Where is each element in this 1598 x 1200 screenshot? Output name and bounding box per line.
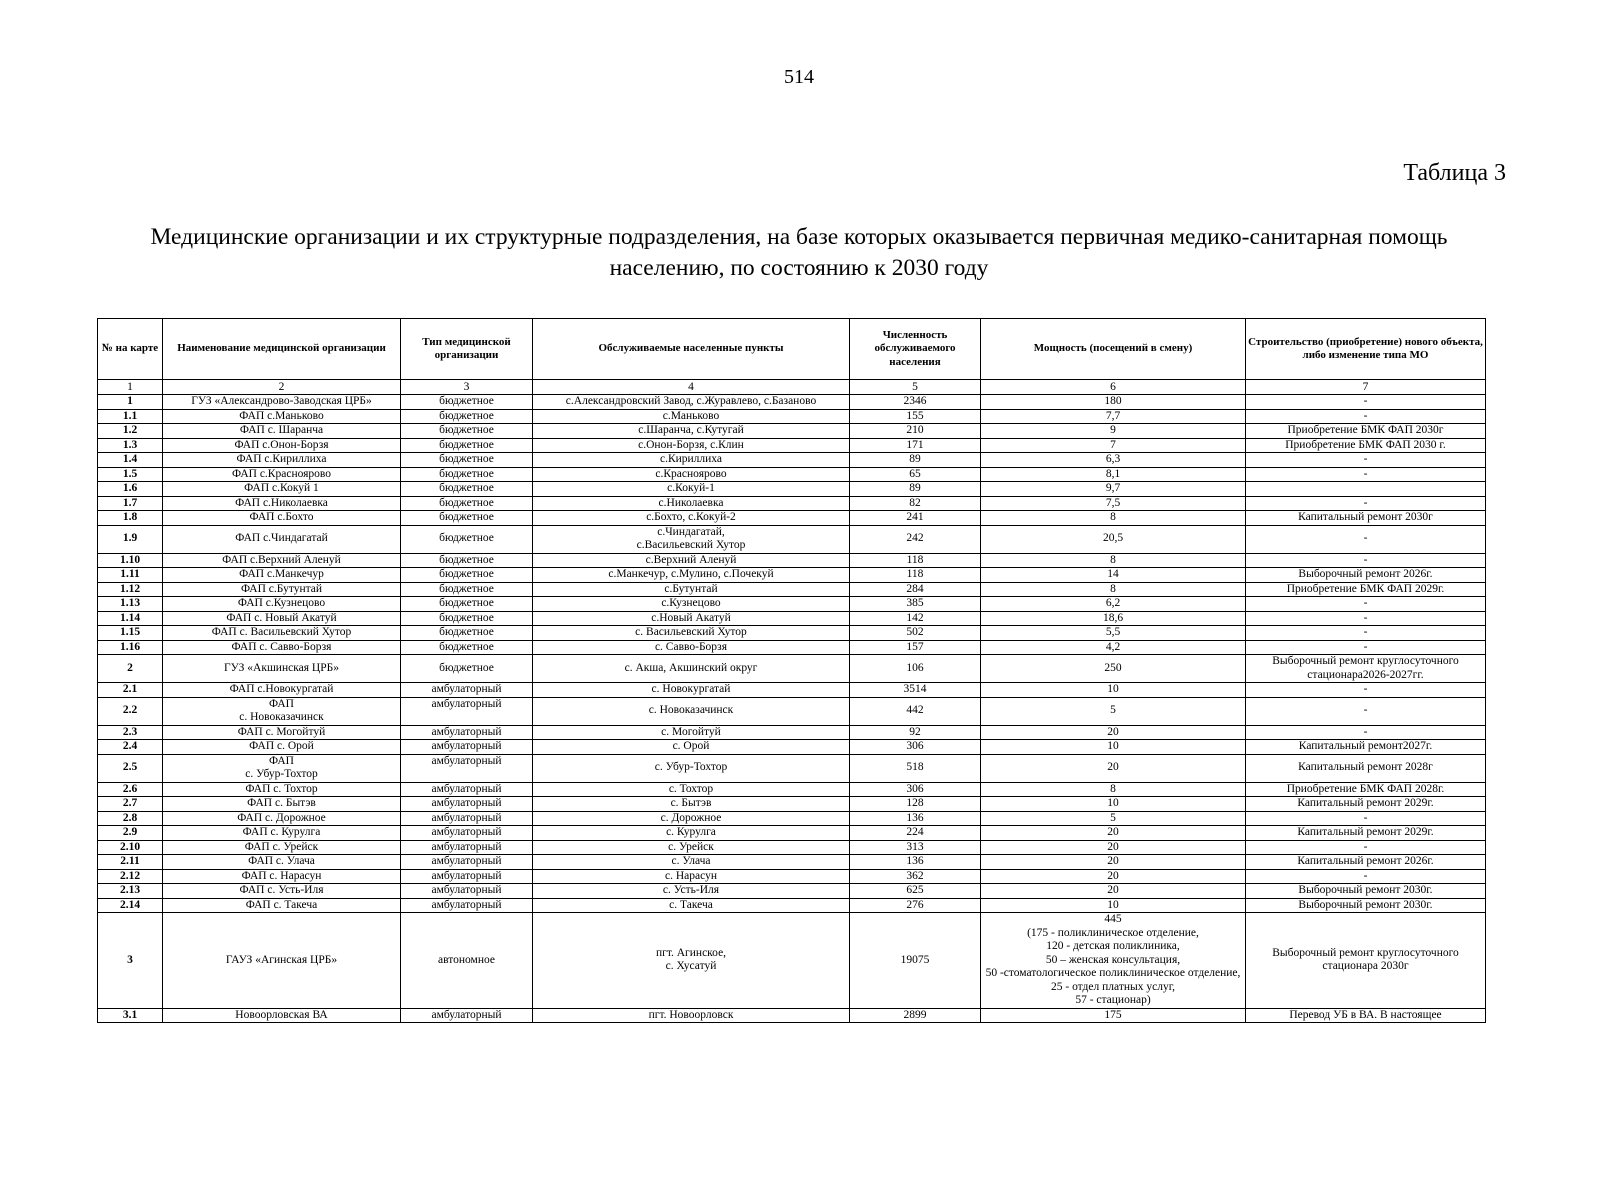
construction-cell: - xyxy=(1246,467,1486,482)
settlements-cell: с.Верхний Аленуй xyxy=(533,553,850,568)
capacity-cell: 20,5 xyxy=(981,525,1246,553)
organization-type-cell: амбулаторный xyxy=(401,740,533,755)
table-row xyxy=(98,740,1486,755)
organization-name-cell: ФАП с. Орой xyxy=(163,740,401,755)
population-cell: 128 xyxy=(850,797,981,812)
organization-name-cell: ФАП с.Николаевка xyxy=(163,496,401,511)
settlements-cell: с. Дорожное xyxy=(533,811,850,826)
construction-cell: - xyxy=(1246,811,1486,826)
organization-type-cell: бюджетное xyxy=(401,568,533,583)
table-row xyxy=(98,725,1486,740)
organization-type-cell: амбулаторный xyxy=(401,725,533,740)
settlements-cell: с. Акша, Акшинский округ xyxy=(533,655,850,683)
table-row xyxy=(98,811,1486,826)
construction-cell: - xyxy=(1246,597,1486,612)
organization-name-cell: ФАП с.Манкечур xyxy=(163,568,401,583)
construction-cell: Капитальный ремонт 2028г xyxy=(1246,754,1486,782)
organization-type-cell: амбулаторный xyxy=(401,884,533,899)
construction-cell: - xyxy=(1246,626,1486,641)
settlements-cell: с.Чиндагатай, с.Васильевский Хутор xyxy=(533,525,850,553)
map-number-cell: 1.4 xyxy=(98,453,163,468)
capacity-cell: 445 (175 - поликлиническое отделение, 120 - детская поликлиника, 50 – женская консультация, 50 -стоматологическое поликлиническое отделение, 25 - отдел платных услуг, 57 - стационар) xyxy=(981,913,1246,1009)
organization-name-cell: ФАП с. Тохтор xyxy=(163,782,401,797)
settlements-cell: с. Нарасун xyxy=(533,869,850,884)
population-cell: 65 xyxy=(850,467,981,482)
capacity-cell: 10 xyxy=(981,740,1246,755)
column-header: Обслуживаемые населенные пункты xyxy=(533,319,850,380)
capacity-cell: 10 xyxy=(981,898,1246,913)
table-row xyxy=(98,482,1486,497)
organization-type-cell: бюджетное xyxy=(401,395,533,410)
population-cell: 157 xyxy=(850,640,981,655)
population-cell: 241 xyxy=(850,511,981,526)
settlements-cell: с.Шаранча, с.Кутугай xyxy=(533,424,850,439)
settlements-cell: с. Такеча xyxy=(533,898,850,913)
column-number: 2 xyxy=(163,380,401,395)
population-cell: 313 xyxy=(850,840,981,855)
organization-type-cell: амбулаторный xyxy=(401,869,533,884)
table-row xyxy=(98,898,1486,913)
population-cell: 362 xyxy=(850,869,981,884)
table-body xyxy=(98,395,1486,1023)
table-row xyxy=(98,782,1486,797)
settlements-cell: с.Николаевка xyxy=(533,496,850,511)
capacity-cell: 10 xyxy=(981,797,1246,812)
map-number-cell: 1.13 xyxy=(98,597,163,612)
population-cell: 136 xyxy=(850,855,981,870)
column-number: 4 xyxy=(533,380,850,395)
map-number-cell: 1.7 xyxy=(98,496,163,511)
settlements-cell: с.Маньково xyxy=(533,409,850,424)
organization-type-cell: амбулаторный xyxy=(401,855,533,870)
population-cell: 284 xyxy=(850,582,981,597)
organization-name-cell: ФАП с. Савво-Борзя xyxy=(163,640,401,655)
settlements-cell: с. Могойтуй xyxy=(533,725,850,740)
population-cell: 19075 xyxy=(850,913,981,1009)
table-row xyxy=(98,568,1486,583)
organization-type-cell: амбулаторный xyxy=(401,797,533,812)
settlements-cell: с. Улача xyxy=(533,855,850,870)
organization-type-cell: амбулаторный xyxy=(401,782,533,797)
capacity-cell: 20 xyxy=(981,826,1246,841)
map-number-cell: 1.11 xyxy=(98,568,163,583)
capacity-cell: 18,6 xyxy=(981,611,1246,626)
column-header: № на карте xyxy=(98,319,163,380)
table-row xyxy=(98,525,1486,553)
map-number-cell: 1.1 xyxy=(98,409,163,424)
organization-name-cell: ФАП с. Нарасун xyxy=(163,869,401,884)
population-cell: 210 xyxy=(850,424,981,439)
population-cell: 155 xyxy=(850,409,981,424)
capacity-cell: 8 xyxy=(981,511,1246,526)
construction-cell: Выборочный ремонт 2030г. xyxy=(1246,884,1486,899)
table-row xyxy=(98,453,1486,468)
construction-cell: Выборочный ремонт 2026г. xyxy=(1246,568,1486,583)
organization-name-cell: ФАП с.Новокургатай xyxy=(163,683,401,698)
organization-name-cell: ФАП с. Васильевский Хутор xyxy=(163,626,401,641)
organization-type-cell: амбулаторный xyxy=(401,898,533,913)
settlements-cell: с.Александровский Завод, с.Журавлево, с.Базаново xyxy=(533,395,850,410)
table-row xyxy=(98,626,1486,641)
construction-cell: - xyxy=(1246,840,1486,855)
table-row xyxy=(98,855,1486,870)
capacity-cell: 20 xyxy=(981,725,1246,740)
population-cell: 2346 xyxy=(850,395,981,410)
organization-type-cell: амбулаторный xyxy=(401,697,533,725)
map-number-cell: 2.12 xyxy=(98,869,163,884)
construction-cell: Приобретение БМК ФАП 2028г. xyxy=(1246,782,1486,797)
map-number-cell: 2.6 xyxy=(98,782,163,797)
capacity-cell: 250 xyxy=(981,655,1246,683)
construction-cell: Капитальный ремонт 2026г. xyxy=(1246,855,1486,870)
organization-type-cell: амбулаторный xyxy=(401,840,533,855)
table-row xyxy=(98,597,1486,612)
column-number: 3 xyxy=(401,380,533,395)
settlements-cell: пгт. Агинское, с. Хусатуй xyxy=(533,913,850,1009)
capacity-cell: 20 xyxy=(981,869,1246,884)
construction-cell: Капитальный ремонт 2029г. xyxy=(1246,797,1486,812)
settlements-cell: с.Кириллиха xyxy=(533,453,850,468)
population-cell: 385 xyxy=(850,597,981,612)
data-table xyxy=(97,318,1486,1023)
column-number: 5 xyxy=(850,380,981,395)
table-row xyxy=(98,697,1486,725)
capacity-cell: 175 xyxy=(981,1008,1246,1023)
map-number-cell: 2.8 xyxy=(98,811,163,826)
construction-cell: Перевод УБ в ВА. В настоящее xyxy=(1246,1008,1486,1023)
column-header: Мощность (посещений в смену) xyxy=(981,319,1246,380)
map-number-cell: 3 xyxy=(98,913,163,1009)
table-row xyxy=(98,869,1486,884)
organization-type-cell: бюджетное xyxy=(401,511,533,526)
capacity-cell: 8,1 xyxy=(981,467,1246,482)
map-number-cell: 2.13 xyxy=(98,884,163,899)
capacity-cell: 4,2 xyxy=(981,640,1246,655)
table-row xyxy=(98,395,1486,410)
construction-cell: - xyxy=(1246,525,1486,553)
organization-name-cell: ФАП с. Шаранча xyxy=(163,424,401,439)
map-number-cell: 1.6 xyxy=(98,482,163,497)
population-cell: 92 xyxy=(850,725,981,740)
construction-cell: Приобретение БМК ФАП 2030 г. xyxy=(1246,438,1486,453)
population-cell: 118 xyxy=(850,553,981,568)
map-number-cell: 1.12 xyxy=(98,582,163,597)
organization-name-cell: ФАП с.Верхний Аленуй xyxy=(163,553,401,568)
document-title: Медицинские организации и их структурные подразделения, на базе которых оказывается первичная медико-санитарная помощь населению, по состоянию к 2030 году xyxy=(150,224,1448,281)
organization-type-cell: бюджетное xyxy=(401,655,533,683)
organization-name-cell: ФАП с. Бытэв xyxy=(163,797,401,812)
map-number-cell: 1.16 xyxy=(98,640,163,655)
settlements-cell: с. Новоказачинск xyxy=(533,697,850,725)
population-cell: 106 xyxy=(850,655,981,683)
column-number: 1 xyxy=(98,380,163,395)
construction-cell: - xyxy=(1246,640,1486,655)
table-row xyxy=(98,424,1486,439)
construction-cell: Капитальный ремонт 2029г. xyxy=(1246,826,1486,841)
settlements-cell: с. Усть-Иля xyxy=(533,884,850,899)
settlements-cell: с. Курулга xyxy=(533,826,850,841)
organization-name-cell: ФАП с.Кузнецово xyxy=(163,597,401,612)
header-row xyxy=(98,319,1486,380)
organization-name-cell: ФАП с.Кириллиха xyxy=(163,453,401,468)
capacity-cell: 20 xyxy=(981,855,1246,870)
column-header: Наименование медицинской организации xyxy=(163,319,401,380)
map-number-cell: 2.2 xyxy=(98,697,163,725)
organization-type-cell: бюджетное xyxy=(401,467,533,482)
organization-name-cell: ФАП с. Усть-Иля xyxy=(163,884,401,899)
organization-name-cell: ФАП с. Убур-Тохтор xyxy=(163,754,401,782)
table-row xyxy=(98,655,1486,683)
map-number-cell: 2.4 xyxy=(98,740,163,755)
map-number-cell: 1.9 xyxy=(98,525,163,553)
capacity-cell: 5 xyxy=(981,811,1246,826)
organization-type-cell: бюджетное xyxy=(401,409,533,424)
population-cell: 136 xyxy=(850,811,981,826)
capacity-cell: 8 xyxy=(981,782,1246,797)
organization-name-cell: ФАП с. Новый Акатуй xyxy=(163,611,401,626)
capacity-cell: 6,2 xyxy=(981,597,1246,612)
construction-cell: - xyxy=(1246,725,1486,740)
population-cell: 242 xyxy=(850,525,981,553)
settlements-cell: с.Бутунтай xyxy=(533,582,850,597)
organization-type-cell: бюджетное xyxy=(401,626,533,641)
table-row xyxy=(98,884,1486,899)
table-row xyxy=(98,683,1486,698)
column-header: Строительство (приобретение) нового объекта, либо изменение типа МО xyxy=(1246,319,1486,380)
table-row xyxy=(98,840,1486,855)
table-row xyxy=(98,409,1486,424)
organization-name-cell: ФАП с. Курулга xyxy=(163,826,401,841)
settlements-cell: с.Красноярово xyxy=(533,467,850,482)
map-number-cell: 1.3 xyxy=(98,438,163,453)
organization-name-cell: ФАП с.Бохто xyxy=(163,511,401,526)
construction-cell: - xyxy=(1246,683,1486,698)
map-number-cell: 1.8 xyxy=(98,511,163,526)
capacity-cell: 8 xyxy=(981,582,1246,597)
capacity-cell: 20 xyxy=(981,840,1246,855)
map-number-cell: 2.9 xyxy=(98,826,163,841)
map-number-cell: 1.10 xyxy=(98,553,163,568)
organization-type-cell: амбулаторный xyxy=(401,826,533,841)
construction-cell: Приобретение БМК ФАП 2029г. xyxy=(1246,582,1486,597)
capacity-cell: 5 xyxy=(981,697,1246,725)
organization-type-cell: амбулаторный xyxy=(401,811,533,826)
map-number-cell: 1 xyxy=(98,395,163,410)
map-number-cell: 2.7 xyxy=(98,797,163,812)
map-number-cell: 2.5 xyxy=(98,754,163,782)
construction-cell: - xyxy=(1246,869,1486,884)
capacity-cell: 9,7 xyxy=(981,482,1246,497)
construction-cell: Выборочный ремонт круглосуточного стационара2026-2027гг. xyxy=(1246,655,1486,683)
map-number-cell: 3.1 xyxy=(98,1008,163,1023)
capacity-cell: 14 xyxy=(981,568,1246,583)
organization-name-cell: ФАП с. Дорожное xyxy=(163,811,401,826)
population-cell: 502 xyxy=(850,626,981,641)
organization-name-cell: Новоорловская ВА xyxy=(163,1008,401,1023)
organization-type-cell: бюджетное xyxy=(401,597,533,612)
table-row xyxy=(98,438,1486,453)
settlements-cell: с. Бытэв xyxy=(533,797,850,812)
construction-cell: - xyxy=(1246,395,1486,410)
settlements-cell: с. Орой xyxy=(533,740,850,755)
capacity-cell: 180 xyxy=(981,395,1246,410)
capacity-cell: 9 xyxy=(981,424,1246,439)
settlements-cell: пгт. Новоорловск xyxy=(533,1008,850,1023)
construction-cell: - xyxy=(1246,553,1486,568)
column-number: 7 xyxy=(1246,380,1486,395)
settlements-cell: с.Кокуй-1 xyxy=(533,482,850,497)
column-header: Тип медицинской организации xyxy=(401,319,533,380)
population-cell: 142 xyxy=(850,611,981,626)
population-cell: 306 xyxy=(850,782,981,797)
construction-cell: Капитальный ремонт2027г. xyxy=(1246,740,1486,755)
settlements-cell: с. Васильевский Хутор xyxy=(533,626,850,641)
map-number-cell: 1.15 xyxy=(98,626,163,641)
table-row xyxy=(98,511,1486,526)
organization-type-cell: амбулаторный xyxy=(401,754,533,782)
organization-type-cell: амбулаторный xyxy=(401,683,533,698)
table-row xyxy=(98,1008,1486,1023)
organization-type-cell: бюджетное xyxy=(401,611,533,626)
map-number-cell: 1.2 xyxy=(98,424,163,439)
organization-type-cell: амбулаторный xyxy=(401,1008,533,1023)
map-number-cell: 2 xyxy=(98,655,163,683)
population-cell: 171 xyxy=(850,438,981,453)
settlements-cell: с. Убур-Тохтор xyxy=(533,754,850,782)
capacity-cell: 6,3 xyxy=(981,453,1246,468)
settlements-cell: с.Кузнецово xyxy=(533,597,850,612)
organization-name-cell: ФАП с. Новоказачинск xyxy=(163,697,401,725)
organization-name-cell: ФАП с. Урейск xyxy=(163,840,401,855)
population-cell: 276 xyxy=(850,898,981,913)
map-number-cell: 2.14 xyxy=(98,898,163,913)
population-cell: 3514 xyxy=(850,683,981,698)
population-cell: 118 xyxy=(850,568,981,583)
table-row xyxy=(98,611,1486,626)
table-row xyxy=(98,467,1486,482)
organization-type-cell: бюджетное xyxy=(401,424,533,439)
capacity-cell: 10 xyxy=(981,683,1246,698)
organization-type-cell: автономное xyxy=(401,913,533,1009)
organization-name-cell: ФАП с. Улача xyxy=(163,855,401,870)
map-number-cell: 2.11 xyxy=(98,855,163,870)
table-row xyxy=(98,496,1486,511)
construction-cell: Приобретение БМК ФАП 2030г xyxy=(1246,424,1486,439)
capacity-cell: 5,5 xyxy=(981,626,1246,641)
population-cell: 625 xyxy=(850,884,981,899)
construction-cell: - xyxy=(1246,611,1486,626)
organization-name-cell: ФАП с.Онон-Борзя xyxy=(163,438,401,453)
map-number-cell: 2.3 xyxy=(98,725,163,740)
settlements-cell: с. Урейск xyxy=(533,840,850,855)
capacity-cell: 7,5 xyxy=(981,496,1246,511)
construction-cell: - xyxy=(1246,453,1486,468)
construction-cell: - xyxy=(1246,697,1486,725)
organization-type-cell: бюджетное xyxy=(401,496,533,511)
organization-type-cell: бюджетное xyxy=(401,553,533,568)
table-row xyxy=(98,754,1486,782)
construction-cell: - xyxy=(1246,496,1486,511)
organization-type-cell: бюджетное xyxy=(401,482,533,497)
population-cell: 442 xyxy=(850,697,981,725)
table-row xyxy=(98,640,1486,655)
organization-name-cell: ФАП с.Красноярово xyxy=(163,467,401,482)
settlements-cell: с. Тохтор xyxy=(533,782,850,797)
organization-name-cell: ФАП с. Могойтуй xyxy=(163,725,401,740)
organization-name-cell: ГАУЗ «Агинская ЦРБ» xyxy=(163,913,401,1009)
capacity-cell: 20 xyxy=(981,884,1246,899)
settlements-cell: с.Манкечур, с.Мулино, с.Почекуй xyxy=(533,568,850,583)
map-number-cell: 1.14 xyxy=(98,611,163,626)
organization-name-cell: ГУЗ «Акшинская ЦРБ» xyxy=(163,655,401,683)
organization-name-cell: ФАП с. Такеча xyxy=(163,898,401,913)
column-number-row xyxy=(98,380,1486,395)
organization-type-cell: бюджетное xyxy=(401,525,533,553)
organization-name-cell: ФАП с.Бутунтай xyxy=(163,582,401,597)
column-header: Численность обслуживаемого населения xyxy=(850,319,981,380)
population-cell: 224 xyxy=(850,826,981,841)
population-cell: 2899 xyxy=(850,1008,981,1023)
organization-type-cell: бюджетное xyxy=(401,582,533,597)
organization-type-cell: бюджетное xyxy=(401,453,533,468)
organization-name-cell: ГУЗ «Александрово-Заводская ЦРБ» xyxy=(163,395,401,410)
table-row xyxy=(98,553,1486,568)
table-row xyxy=(98,582,1486,597)
settlements-cell: с. Савво-Борзя xyxy=(533,640,850,655)
capacity-cell: 20 xyxy=(981,754,1246,782)
map-number-cell: 2.1 xyxy=(98,683,163,698)
settlements-cell: с. Новокургатай xyxy=(533,683,850,698)
population-cell: 306 xyxy=(850,740,981,755)
organization-type-cell: бюджетное xyxy=(401,640,533,655)
organization-type-cell: бюджетное xyxy=(401,438,533,453)
table-row xyxy=(98,797,1486,812)
table-row xyxy=(98,913,1486,1009)
map-number-cell: 1.5 xyxy=(98,467,163,482)
population-cell: 89 xyxy=(850,453,981,468)
construction-cell xyxy=(1246,482,1486,497)
construction-cell: Капитальный ремонт 2030г xyxy=(1246,511,1486,526)
organization-name-cell: ФАП с.Кокуй 1 xyxy=(163,482,401,497)
population-cell: 82 xyxy=(850,496,981,511)
capacity-cell: 7,7 xyxy=(981,409,1246,424)
capacity-cell: 8 xyxy=(981,553,1246,568)
page-number: 514 xyxy=(784,66,814,88)
settlements-cell: с.Бохто, с.Кокуй-2 xyxy=(533,511,850,526)
column-number: 6 xyxy=(981,380,1246,395)
capacity-cell: 7 xyxy=(981,438,1246,453)
population-cell: 89 xyxy=(850,482,981,497)
construction-cell: Выборочный ремонт 2030г. xyxy=(1246,898,1486,913)
population-cell: 518 xyxy=(850,754,981,782)
table-label: Таблица 3 xyxy=(1403,160,1506,186)
organization-name-cell: ФАП с.Чиндагатай xyxy=(163,525,401,553)
map-number-cell: 2.10 xyxy=(98,840,163,855)
construction-cell: - xyxy=(1246,409,1486,424)
settlements-cell: с.Онон-Борзя, с.Клин xyxy=(533,438,850,453)
construction-cell: Выборочный ремонт круглосуточного стационара 2030г xyxy=(1246,913,1486,1009)
settlements-cell: с.Новый Акатуй xyxy=(533,611,850,626)
table-row xyxy=(98,826,1486,841)
organization-name-cell: ФАП с.Маньково xyxy=(163,409,401,424)
